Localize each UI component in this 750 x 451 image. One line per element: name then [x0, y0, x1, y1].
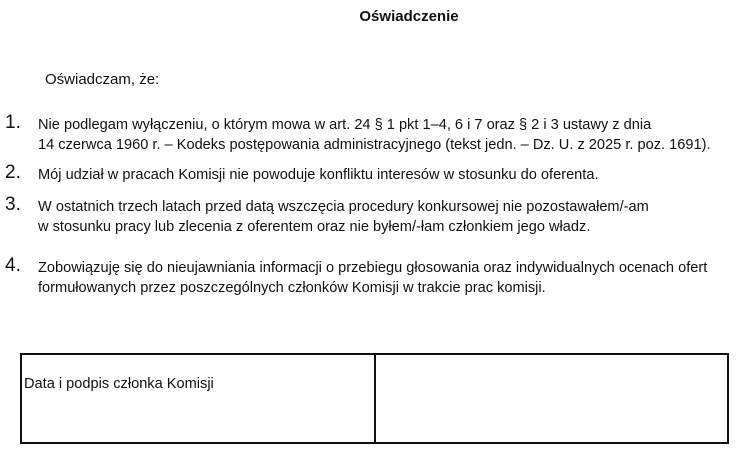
item-number: 2.	[5, 162, 21, 183]
item-text	[38, 166, 750, 186]
item-line: W ostatnich trzech latach przed datą wszczęcia procedury konkursowej nie pozostawałem/-am	[38, 199, 649, 215]
signature-label: Data i podpis członka Komisji	[24, 376, 214, 392]
statement-item-3	[0, 194, 750, 238]
statement-item-4	[0, 255, 750, 299]
signature-field[interactable]	[376, 355, 727, 442]
item-text	[38, 198, 750, 237]
item-number: 3.	[5, 194, 21, 215]
statement-item-2	[0, 162, 750, 186]
statement-item-1	[0, 112, 750, 156]
item-line: 14 czerwca 1960 r. – Kodeks postępowania administracyjnego (tekst jedn. – Dz. U. z 2025 r. poz. 1691).	[38, 136, 711, 153]
item-text	[38, 116, 750, 155]
item-line: Mój udział w pracach Komisji nie powoduje konfliktu interesów w stosunku do oferenta.	[38, 167, 599, 183]
intro-text: Oświadczam, że:	[45, 71, 160, 88]
signature-table	[20, 353, 729, 444]
item-number: 1.	[5, 112, 21, 133]
item-number: 4.	[5, 255, 21, 276]
item-line: Zobowiązuję się do nieujawniania informacji o przebiegu głosowania oraz indywidualnych ocenach ofert	[38, 260, 708, 276]
item-line: Nie podlegam wyłączeniu, o którym mowa w art. 24 § 1 pkt 1–4, 6 i 7 oraz § 2 i 3 ustawy z dnia	[38, 117, 652, 133]
item-line: w stosunku pracy lub zlecenia z oferentem oraz nie byłem/-łam członkiem jego władz.	[38, 218, 591, 235]
item-line: formułowanych przez poszczególnych członków Komisji w trakcie prac komisji.	[38, 279, 546, 296]
signature-label-cell	[22, 355, 376, 442]
document-title: Oświadczenie	[359, 8, 459, 25]
item-text	[38, 259, 750, 298]
